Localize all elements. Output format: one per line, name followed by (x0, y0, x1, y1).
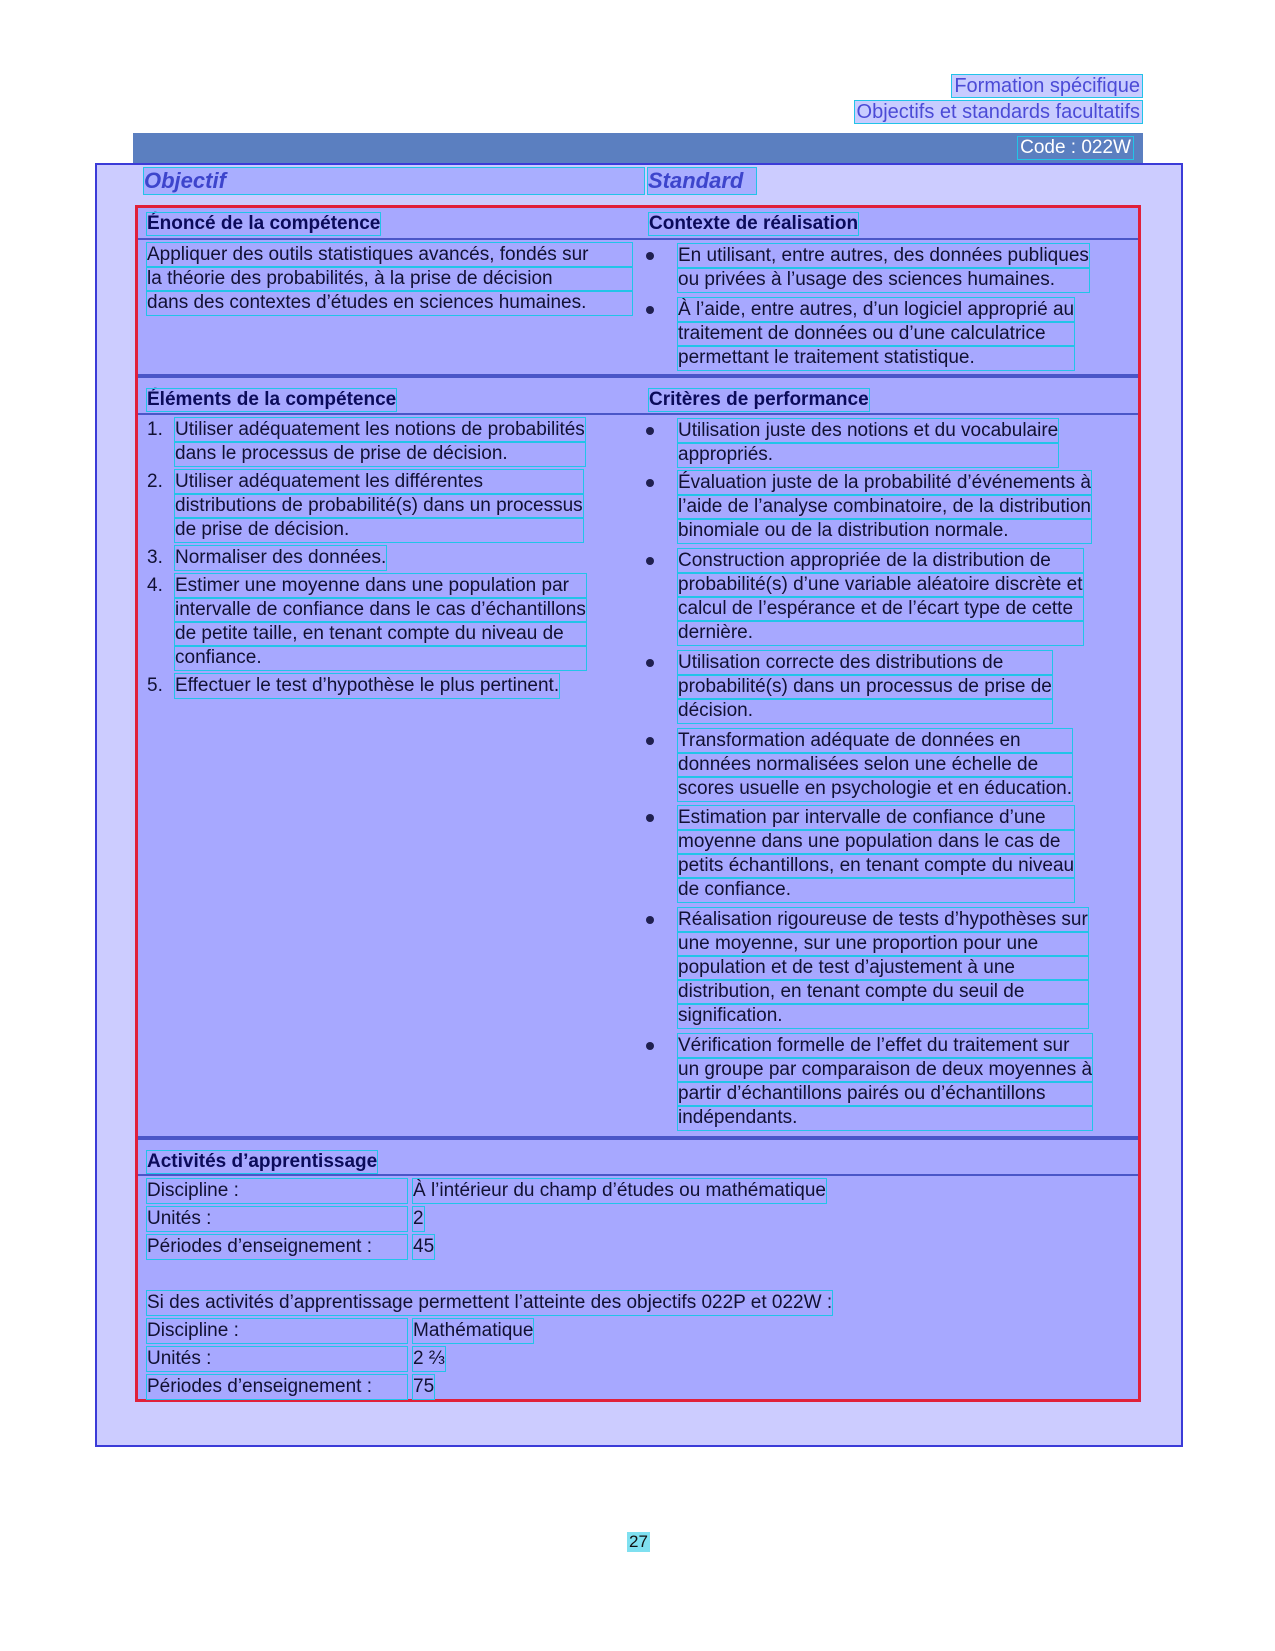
code-label: Code : 022W (1020, 137, 1131, 158)
bullet-icon (646, 306, 654, 314)
divider (138, 238, 1138, 240)
contexte-item: En utilisant, entre autres, des données publiques ou privées à l’usage des sciences humaines. (678, 244, 1089, 292)
contexte-item: À l’aide, entre autres, d’un logiciel approprié au traitement de données ou d’une calculatrice permettant le traitement statistique. (678, 298, 1074, 370)
element-item: 5. Effectuer le test d’hypothèse le plus pertinent. (147, 675, 560, 696)
header-objectifs-standards: Objectifs et standards facultatifs (856, 101, 1140, 123)
code-bar (133, 133, 1143, 163)
activite-row: Périodes d’enseignement : 75 (147, 1376, 435, 1397)
critere-item: Réalisation rigoureuse de tests d’hypothèses sur une moyenne, sur une proportion pour une population et de test d’ajustement à une distribution, en tenant compte du seuil de signification. (678, 908, 1088, 1028)
element-item: 4. Estimer une moyenne dans une population par intervalle de confiance dans le cas d’échantillons de petite taille, en tenant compte du niveau de confiance. (147, 575, 586, 668)
element-item: 2. Utiliser adéquatement les différentes distributions de probabilité(s) dans un processus de prise de décision. (147, 471, 583, 540)
bullet-icon (646, 557, 654, 565)
criteres-heading: Critères de performance (649, 389, 869, 410)
activite-row: Périodes d’enseignement : 45 (147, 1236, 435, 1257)
section-divider (138, 374, 1138, 378)
enonce-text: Appliquer des outils statistiques avancés, fondés sur la théorie des probabilités, à la prise de décision dans des contextes d’études en sciences humaines. (147, 243, 632, 315)
divider (138, 413, 1138, 415)
bullet-icon (646, 1042, 654, 1050)
divider (138, 1174, 1138, 1176)
critere-item: Estimation par intervalle de confiance d’une moyenne dans une population dans le cas de petits échantillons, en tenant compte du niveau de confiance. (678, 806, 1074, 902)
bullet-icon (646, 479, 654, 487)
critere-item: Transformation adéquate de données en données normalisées selon une échelle de scores usuelle en psychologie et en éducation. (678, 729, 1072, 801)
element-item: 3. Normaliser des données. (147, 547, 387, 568)
page-number: 27 (629, 1532, 648, 1551)
critere-item: Évaluation juste de la probabilité d’événements à l’aide de l’analyse combinatoire, de la distribution binomiale ou de la distribution normale. (678, 471, 1091, 543)
critere-item: Construction appropriée de la distribution de probabilité(s) d’une variable aléatoire discrète et calcul de l’espérance et de l’écart type de cette dernière. (678, 549, 1083, 645)
bullet-icon (646, 737, 654, 745)
bullet-icon (646, 659, 654, 667)
activites-heading: Activités d’apprentissage (147, 1151, 378, 1172)
critere-item: Utilisation correcte des distributions de probabilité(s) dans un processus de prise de décision. (678, 651, 1052, 723)
competency-table (135, 205, 1141, 1402)
header-formation-specifique: Formation spécifique (954, 75, 1140, 97)
elements-heading: Éléments de la compétence (147, 389, 397, 410)
contexte-heading: Contexte de réalisation (649, 213, 859, 234)
bullet-icon (646, 427, 654, 435)
activite-row: Unités : 2 (147, 1208, 424, 1229)
standard-label: Standard (648, 168, 756, 194)
critere-item: Utilisation juste des notions et du vocabulaire appropriés. (678, 419, 1058, 467)
bullet-icon (646, 252, 654, 260)
bullet-icon (646, 916, 654, 924)
bullet-icon (646, 814, 654, 822)
objectif-label: Objectif (144, 168, 644, 194)
section-divider (138, 1136, 1138, 1140)
activite-row: Discipline : Mathématique (147, 1320, 534, 1341)
activite-row: Unités : 2 ⅔ (147, 1348, 445, 1369)
critere-item: Vérification formelle de l’effet du traitement sur un groupe par comparaison de deux moyennes à partir d’échantillons pairés ou d’échantillons indépendants. (678, 1034, 1092, 1130)
element-item: 1. Utiliser adéquatement les notions de probabilités dans le processus de prise de décision. (147, 419, 585, 464)
activites-condition: Si des activités d’apprentissage permettent l’atteinte des objectifs 022P et 022W : (147, 1292, 833, 1313)
enonce-heading: Énoncé de la compétence (147, 213, 381, 234)
activite-row: Discipline : À l’intérieur du champ d’études ou mathématique (147, 1180, 826, 1201)
